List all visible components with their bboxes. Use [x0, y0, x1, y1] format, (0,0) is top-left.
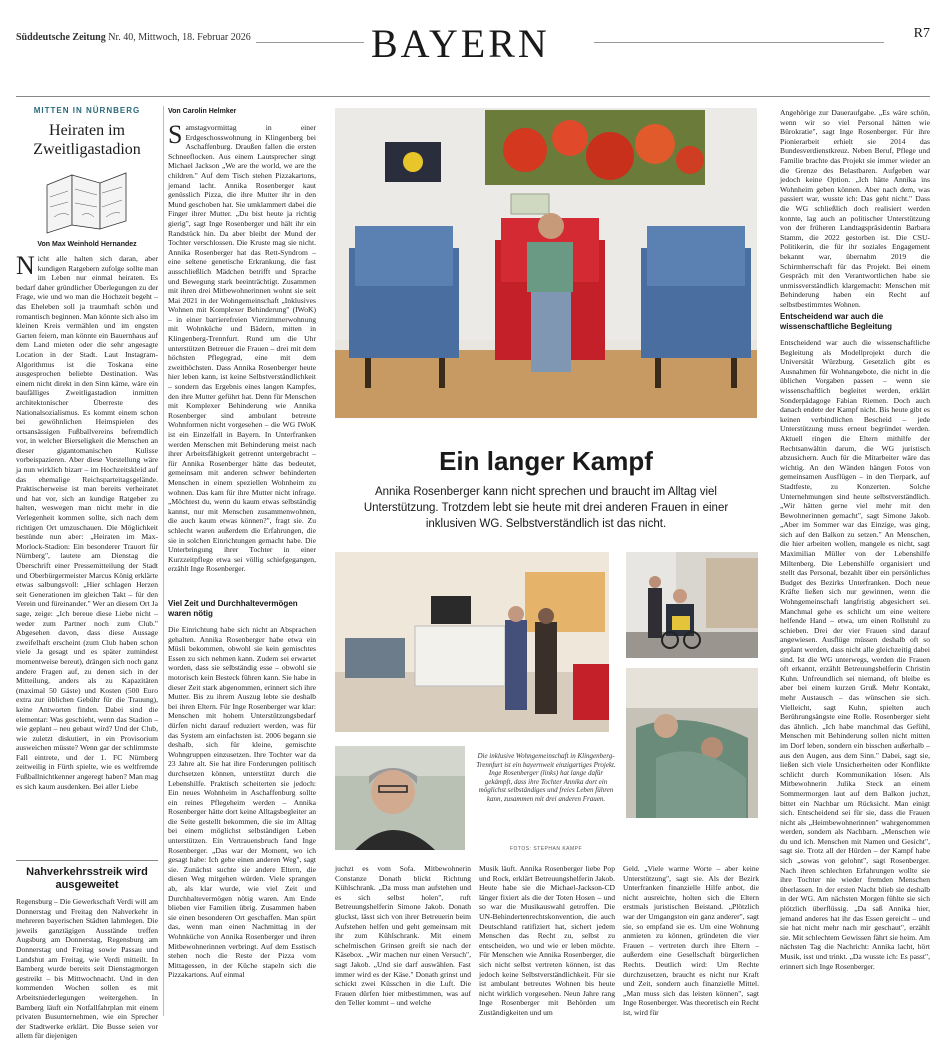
article-dropcap: S: [168, 120, 183, 149]
issue-line: [16, 32, 251, 43]
issue-info: Nr. 40, Mittwoch, 18. Februar 2026: [108, 32, 251, 43]
column-divider: [163, 106, 164, 1016]
brief-body: Regensburg – Die Gewerkschaft Verdi will am Donnerstag und Freitag den Nahverkehr in mehreren bayerischen Städten lahmlegen. Die jeweils ganztägigen Ausstände treffen Augsburg am Donnerstag, Regensburg am Donnerstag und Freitag sowie Passau und Landshut am Freitag, wie Verdi mitteilt. In Bamberg wurde bereits seit Dienstagmorgen gestreikt – bis Mittwochnacht. Und in den kommenden Wochen sollen es mit Arbeitsniederlegungen weitergehen. In Bamberg läuft ein Notfallfahrplan mit einem privaten Busunternehmen, wie ein Sprecher der Stadtwerke erklärt. Die Busse seien vor allem für diejenigen: [16, 897, 158, 1041]
headline: Ein langer Kampf: [439, 446, 653, 476]
glosse-text: icht alle halten sich daran, aber kundigen Ratgebern zufolge sollte man im Leben nur einmal heiraten. Es bedarf daher gründlicher Überlegungen zu der Frage, wie und wo man die Hochzeit begeht – das Eheleben soll ja traumhaft schön und romantisch beginnen. Man könnte sich also im kleinen Kreis vermählen und im engsten Garten feiern, man könnte ein Bauernhaus auf dem Land mieten oder die sehr angesagte Location in der Stadt. Laut Instagram-Algorithmus ist die Toskana eine ausgesprochen beliebte Destination. Was einem nicht direkt in den Sinn käme, wäre ein baufälliges Zweitligastadion inmitten architektonischer Überreste des Nationalsozialismus. Es kommt einem schon bei gewöhnlichen Heimspielen des ortsansässigen Fußballvereins befremdlich vor, in welcher Bierseligkeit die Menschen an dieser gigantomanischen Kulisse vorbeispazieren. Aber diese Vorstellung wäre ja nun wirklich bizarr – im Hochzeitskleid auf das ehemalige Reichsparteitagsgelände. Praktischerweise ist man bereits verheiratet und hat vor, sich an kundige Ratgeber zu halten, weswegen man nicht mehr in die Verlegenheit kommen sollte, sich nach dem richtigen Ort umzuschauen. Die Möglichkeit bestünde nun aber: „Heiraten im Max-Morlock-Stadion: Ein besonderer Trauort für Nürnberg", lautete am Dienstag die Überschrift einer Pressemitteilung der Stadt und Oberbürgermeister Marcus König erklärte etwas salbungsvoll: „Hier schlagen Herzen seit Generationen im gleichen Takt – für den Verein und füreinander." Wer an diesem Ort Ja sage, zeige: „Ich bereue diese Liebe nicht – weder zum Partner noch zum Club." Abgesehen davon, dass diese Aussage zweifelhaft erscheint (zum Club haben schon viele Ja gesagt und es später zumindest momentweise bereut), drängen sich noch ganz andere Fragen auf, zu denen sich in der Mitteilung, anders als zu Kapazitäten (maximal 50 Gäste) und Kosten (500 Euro extra zur üblichen Gebühr für die Trauung), keine Antworten finden. Dabei sind die elementar: Was geschieht, wenn das Stadion – wie geplant – neu gebaut wird? Und der Club, wie zuletzt diskutiert, in ein Provisorium ausweichen müsste? Wenn gar der schlimmste Fall eintrete, und der 1. FC Nürnberg zeitweilig in Fürth spielte, wie es weltfremde Fußballnichtkenner angeregt haben? Man mag es sich kaum ausdenken. Bei aller Liebe: [16, 254, 158, 791]
article-text-3: juchzt es vom Sofa. Mitbewohnerin Constanze Donath blickt Richtung Kühlschrank. „Da muss man aufstehen und es sich selbst holen", ruft Betreuungshelferin Simone Jakob. Donath gluckst, lässt sich von ihrer Betreuerin beim Aufstehen helfen und geht gemeinsam mit ihr zum Kühlschrank. Mit einem schelmischen Grinsen greift sie nach der Käsebox. „Wir machen nur einen Versuch", sagt Jakob. „Und sie darf auswählen. Fast immer wird es der Käse." Donath grinst und schickt zwei Küsschen in die Luft. Die Frauen dürfen hier mitbestimmen, was auf den Teller kommt – und welche: [335, 864, 471, 1008]
photo-credit: FOTOS: STEPHAN KAMPF: [509, 846, 583, 852]
glosse-byline: Von Max Weinhold Hernandez: [37, 241, 137, 248]
glosse-kicker: MITTEN IN NÜRNBERG: [33, 106, 141, 115]
street-photo: [626, 552, 758, 658]
apartment-photo: [335, 552, 609, 732]
article-text-7: Entscheidend war auch die wissenschaftliche Begleitung als Modellprojekt durch die Universität Würzburg. Gesetzlich gibt es Ausnahmen für Wohnangebote, die nicht in die üblichen Vorgaben passen – wenn sie wissenschaftlich begleitet werden, erklärt Sonderpädagoge Fabian Riemen. Doch auch danach endete der Kampf nicht. Bis heute gibt es keinen verbindlichen Bescheid – jede Unterstützung muss erneut begründet werden. Aktuell ringen die Eltern mithilfe der Rechtsanwältin darum, die WG juristisch abzusichern. Auch für die Mitarbeiter wäre das wichtig. An den Wänden hängen Fotos von gemeinsamen Ausflügen – in den Tierpark, auf Stadtfeste, zu Konzerten. Solche Unternehmungen sind heute selbstverständlich. „Wir hätten gerne viel mehr mit den Bewohnerinnen gemacht", sagt Simone Jakob. „Aber im Sommer war das Einzige, was ging, sich auf den Balkon zu setzen." An Menschen, die hier arbeiten wollen, mangele es nicht, sagt Maximilian Müller von der Lebenshilfe Miltenberg. Die Lebenshilfe organisiert und stellt das Personal, bezahlt über ein persönliches Budget des Bezirks Unterfranken. Doch neue Kräfte ließen sich nur gewinnen, wenn die Wohngemeinschaft langfristig abgesichert sei. Manchmal gehe es schlicht um eine weitere helfende Hand – etwa, um einen Rollstuhl zu schieben. Drei der vier Frauen sind darauf angewiesen. Ausflüge müssen deshalb oft so geplant werden, dass nicht alle gleichzeitig dabei sind. Ist die WG unterwegs, werden die Frauen oft erkannt, erzählt Betreuungshelferin Christin Kuhn. Unfreundlich sei niemand, oft bleibe es aber bei einem kurzen Gruß. Mehr Kontakt, mehr Austausch – das wünschen sie sich. Vielleicht, sagt Kuhn, spielten auch Berührungsängste eine Rolle. Rosenberger sieht das ähnlich. „Ich habe manchmal das Gefühl, Menschen mit Behinderung sollen nicht mitten im Dorf leben, sondern ein bisschen außerhalb – aus den Augen, aus dem Sinn." Dabei, sagt sie, ließen sich viele Unsicherheiten oder Konflikte schlicht durch Kommunikation lösen. Als Mitbewohnerin Julika Steck an einem Sommermorgen laut auf dem Balkon juchzt, bittet ein Nachbar um Rücksicht. Man einigt sich. Entscheidend sei für sie, dass die Frauen nicht als „Heimbewohnerinnen" wahrgenommen werden, sondern als Nachbarn. „Menschen wie du und ich. Menschen mit Namen und Gesicht", sagt sie. Trotz all der Hürden – der Kampf habe sich „sowas von gelohnt", sagt Rosenberger. Nach ihren schlechten Erfahrungen wollte sie ihre Tochter nie wieder fremden Menschen überlassen. In der ersten Nacht blieb sie deshalb in der WG. Am nächsten Morgen fühlte sie sich plötzlich überflüssig. „Da saß Annika hier, jemand anderes hat ihr das Essen gereicht – und sie hat nicht mehr nach mir geschaut", erzählt sie. Mit schlechtem Gewissen fährt sie heim. Am nächsten Tag die Nachricht: Annika lacht, hört Musik, isst und trinkt. „Da wusste ich: Es passt", erinnert sich Inge Rosenberger.: [780, 338, 930, 971]
masthead-rule-right: [594, 42, 884, 43]
photo-caption: Die inklusive Wohngemeinschaft in Klingenberg-Trennfurt ist ein bayernweit einzigartiges Projekt. Inge Rosenberger (links) hat lange dafür gekämpft, dass ihre Tochter Annika dort ein möglichst selbständiges und freies Leben führen kann, zusammen mit drei anderen Frauen.: [476, 752, 616, 803]
masthead-rule-left: [256, 42, 364, 43]
article-col1: [168, 108, 316, 980]
article-text-1-body: amstagvormittag in einer Erdgeschosswohnung in Klingenberg bei Aschaffenburg. Draußen fallen die ersten Schneeflocken. Aus einem Lautsprecher singt Michael Jackson „We are the world, we are the children." Auf dem Tisch stehen Pizzakartons, jemand lacht. Annika Rosenberger kaut genüsslich Pizza, die ihre Mutter ihr in den Mund geschoben hat. Sie umklammert dabei die Finger ihrer Mutter. „Du bist heute ja richtig gierig", sagt Inge Rosenberger und hält ihr ein Randstück hin. Da aber bleibt der Mund der Tochter verschlossen. Die Kruste mag sie nicht. Annika Rosenberger hat das Rett-Syndrom – eine seltene genetische Erkrankung, die fast ausschließlich Mädchen betrifft und Sprache und Bewegung stark beeinträchtigt. Zusammen mit ihren drei Mitbewohnerinnen wohnt sie seit Mai 2021 in der Wohngemeinschaft „Inklusives Wohnen mit Komplexer Behinderung" (IWoK) – in einer barrierefreien Vierzimmerwohnung mit Wohnküche und Bädern, mitten in Klingenberg-Trennfurt. Rund um die Uhr unterstützen Betreuer die Frauen – drei mit dem höchsten Pflegegrad, eine mit dem zweithöchsten. Dass Annika Rosenberger heute hier leben kann, ist keine Selbstverständlichkeit – sondern das Ergebnis eines langen Kampfes, den ihre Mutter geführt hat. Denn für Menschen mit Komplexer Behinderung wie Annika Rosenberger sind ambulant betreute Wohnformen nicht vorgesehen – die WG IWoK ist ein Einzelfall in Bayern. In Unterfranken werden Menschen mit Behinderung meist nach ihrer Arbeitsfähigkeit getrennt untergebracht – für Annika Rosenberger hätte das bedeutet, gemeinsam mit anderen schwer behinderten Menschen in einem speziellen Wohnheim zu wohnen. Das kam für ihre Mutter nicht infrage. „Möchtest du, wenn du kaum etwas selbständig kannst, nur mit Menschen zusammenwohnen, die auch kaum etwas können?", fragt sie. Zu schlecht waren außerdem die Erfahrungen, die sie in solchen Einrichtungen gemacht habe. Die Unterbringung ihrer Tochter in einer Kurzzeitpflege etwa sei völlig schiefgegangen, erzählt Inge Rosenberger.: [168, 123, 316, 574]
section-title: BAYERN: [371, 21, 550, 66]
news-brief: [16, 866, 158, 1041]
article-text-2: Die Einrichtung habe sich nicht an Absprachen gehalten. Annika Rosenberger habe etwa ein Müsli bekommen, obwohl sie kein gemischtes Essen zu sich nehmen kann. Zudem sei erwartet worden, dass sie selbständig esse – obwohl sie motorisch kein Besteck führen kann. Sie habe in dieser Zeit stark abgenommen, erinnert sich ihre Mutter. Bis zu ihrem Auszug lebte sie deshalb bei ihren Eltern. Für Inge Rosenberger war klar: Menschen mit hohem Unterstützungsbedarf dürfen nicht darauf reduziert werden, was für das System am einfachsten ist. 2006 begann sie deshalb, sich für kleine, gemischte Wohngruppen einzusetzen. Ihre Tochter war da 23 Jahre alt. Sie hat ihre Forderungen politisch durchsetzen können, unterstützt durch die Lebenshilfe. Praktisch scheiterten sie jedoch: Ein neues Wohnheim in Aschaffenburg sollte ein reines Pflegeheim werden – Annika Rosenberger hätte dort keine Alltagsbegleiter an die Seite gestellt bekommen, die sie im Alltag bei einem möglichst selbständigen Leben unterstützen. Ein Vertrauensbruch fand Inge Rosenberger. „Das war der Moment, wo ich gesagt habe: Ich gehe einen anderen Weg", sagt sie. Zunächst suchte sie andere Eltern, die diesen Weg mitgehen würden. Viele sprangen ab, als klar wurde, wie viel Zeit und Durchhaltevermögen nötig waren. Am Ende blieben vier Familien übrig. Zusammen haben sie einen besonderen Ort geschaffen. Man spürt das, wenn man einen Nachmittag in der Wohnküche von Annika Rosenberger und ihren Mitbewohnerinnen verbringt. Auf dem Esstisch stehen noch die Reste der Pizza vom Mittagessen, in der Küche stapeln sich die Pizzakartons. Auf einmal: [168, 625, 316, 980]
article-text-5: Geld. „Viele warme Worte – aber keine Unterstützung", sagt sie. Als der Bezirk Unterfranken finanzielle Hilfe anbot, die nicht ausreichte, holten sich die Eltern erstmals juristischen Beistand. „Plötzlich war der Umgangston ein ganz anderer", sagt sie, so empfand sie es. Um eine Wohnung anmieten zu können, gründeten die vier Frauen – vertreten durch ihre Eltern – außerdem eine Gesellschaft bürgerlichen Rechts. Deutlich wird: Um Rechte durchzusetzen, braucht es nicht nur Kraft und Zeit, sondern auch finanzielle Mittel. „Man muss sich das leisten können", sagt Inge Rosenberger. Was theoretisch ein Recht ist, wird für: [623, 864, 759, 1017]
subhead-1: Viel Zeit und Durchhaltevermögen waren nötig: [168, 599, 298, 618]
glosse: [16, 106, 158, 791]
top-rule: [16, 96, 930, 97]
rest-photo: [626, 668, 758, 818]
glosse-body: [16, 251, 158, 791]
article-text-1: [168, 120, 316, 591]
page-number: R7: [913, 26, 930, 41]
glosse-title: Heiraten im Zweitligastadion: [33, 122, 141, 158]
newspaper-name: Süddeutsche Zeitung: [16, 32, 106, 43]
article-text-6: Angehörige zur Daueraufgabe. „Es wäre schön, wenn wir so viel Personal hätten wie Bürokratie", sagt Inge Rosenberger. Für ihre Pionierarbeit erhielt sie 2014 das Bundesverdienstkreuz. Neben Beruf, Pflege und Familie brachte das Projekt sie immer wieder an die Grenze des Belastbaren. Aufgeben war jedoch keine Option. „Ich hätte Annika ins Wohnheim geben können. Aber nach dem, was passiert war, wusste ich: Das geht nicht." Dass die WG schließlich doch realisiert werden konnte, lag auch an politischer Unterstützung von der früheren Landtagspräsidentin Barbara Stamm, die 2022 gestorben ist. Die CSU-Politikerin, die für ihr soziales Engagement bekannt war, übernahm 2019 die Schirmherrschaft für das Projekt. Bei einem Gespräch mit den Verantwortlichen habe sie unmissverständlich klargemacht: Menschen mit Behinderung haben ein Recht auf selbstbestimmtes Wohnen.: [780, 108, 930, 309]
article-text-4: Musik läuft. Annika Rosenberger liebe Pop und Rock, erklärt Betreuungshelferin Jakob. Heute habe sie die Michael-Jackson-CD länger fixiert als die der Toten Hosen – und so war die Musikauswahl getroffen. Die UN-Behindertenrechtskonvention, die auch Deutschland ratifiziert hat, sichert jedem Menschen das Recht zu, selbst zu entscheiden, wo und wie er leben möchte. Für Menschen wie Annika Rosenberger, die sich nicht selbst vertreten können, ist das jedoch keine Selbstverständlichkeit. Für sie ist ambulant betreutes Wohnen bis heute nicht wirklich vorgesehen. Neun Jahre rang Inge Rosenberger mit Behörden um Zuständigkeiten und um: [479, 864, 615, 1017]
brief-title: Nahverkehrsstreik wird ausgeweitet: [26, 866, 148, 891]
portrait-photo: [335, 746, 465, 850]
deck: Annika Rosenberger kann nicht sprechen und braucht im Alltag viel Unterstützung. Trotzdem lebt sie heute mit drei anderen Frauen in einer inklusiven WG. Selbstverständlich ist das nicht.: [363, 486, 729, 530]
article-col-right: [780, 108, 930, 1000]
main-photo: [335, 108, 757, 418]
masthead: [16, 21, 930, 68]
subhead-2: Entscheidend war auch die wissenschaftliche Begleitung: [780, 312, 893, 331]
glosse-dropcap: N: [16, 251, 35, 280]
glosse-rule: [16, 860, 158, 861]
article-byline: Von Carolin Helmker: [168, 108, 237, 115]
map-illustration: [42, 167, 132, 235]
